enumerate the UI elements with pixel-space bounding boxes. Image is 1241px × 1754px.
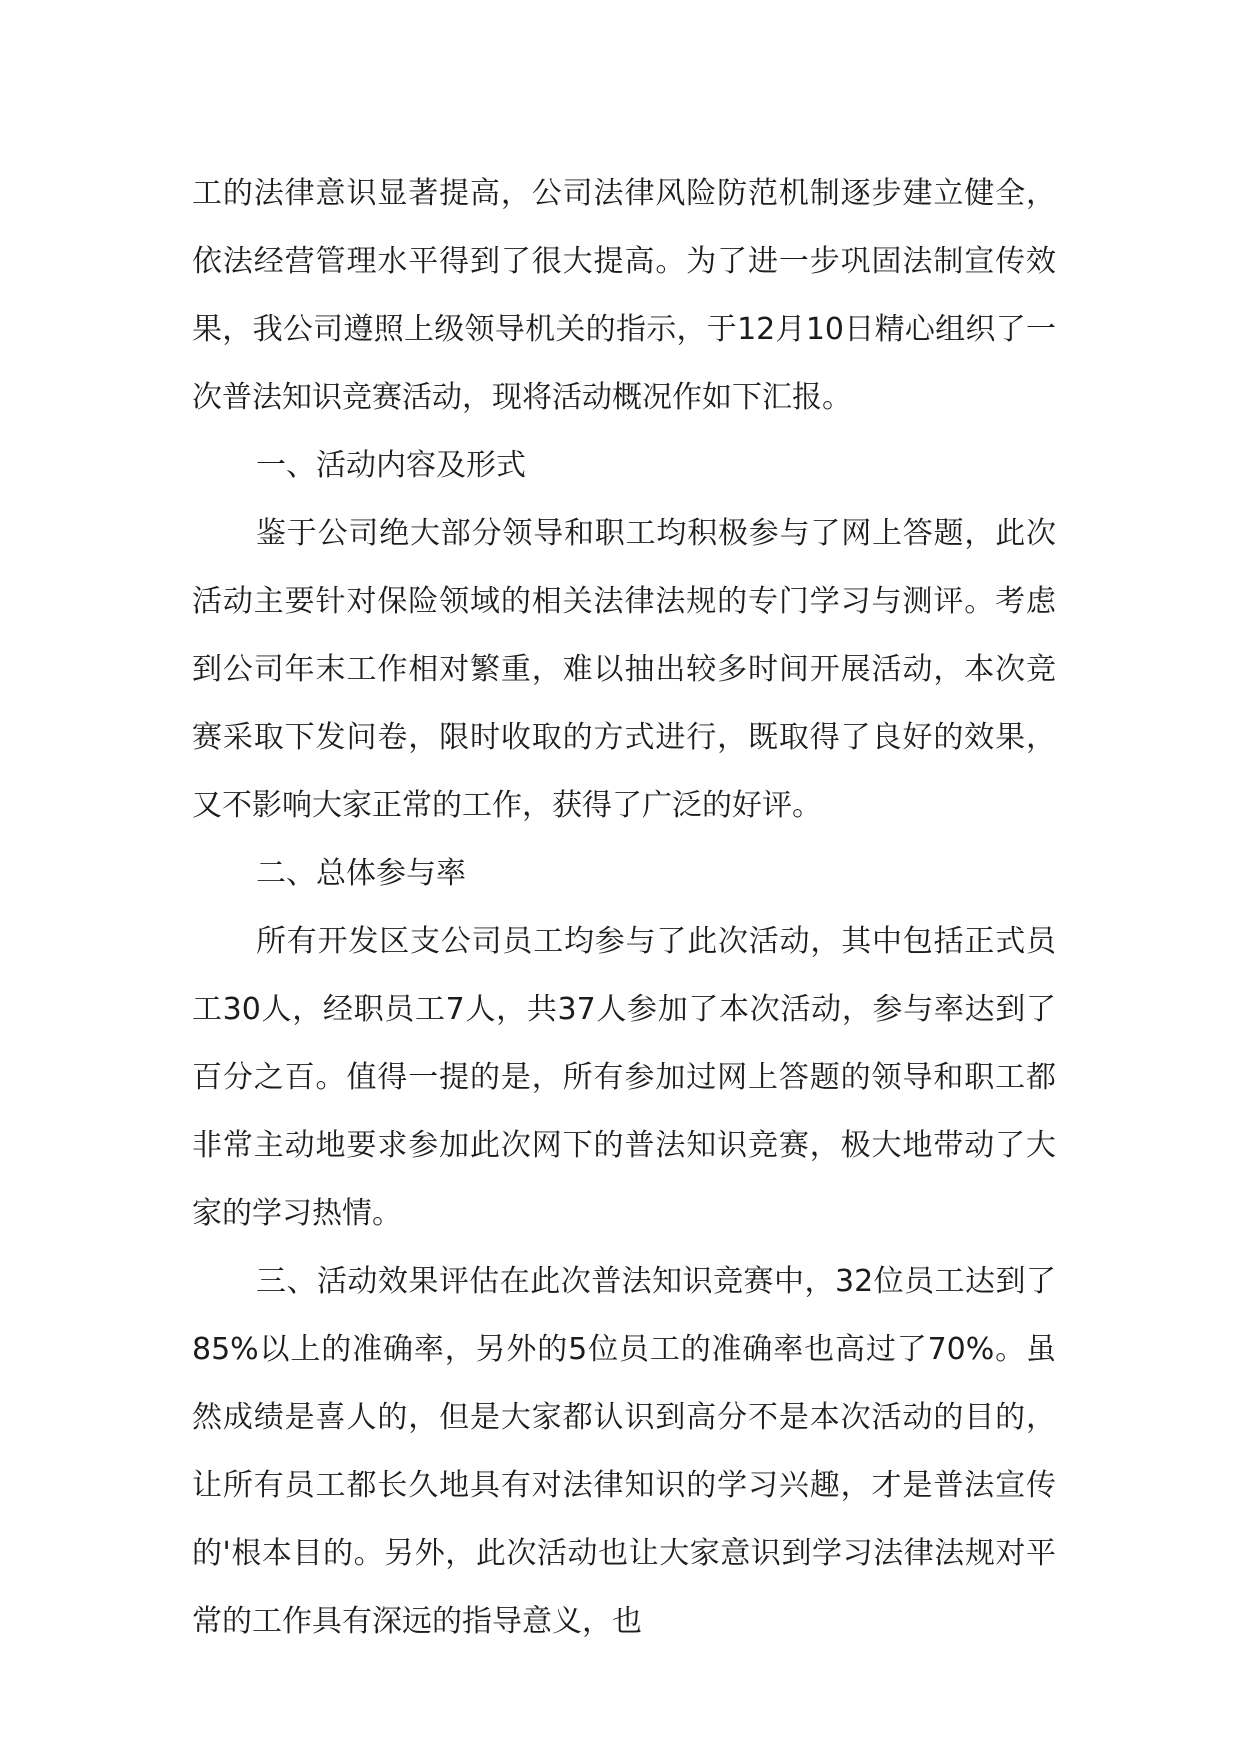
paragraph-effect-evaluation: 三、活动效果评估在此次普法知识竞赛中，32位员工达到了85%以上的准确率，另外的5位员工的准确率也高过了70%。虽然成绩是喜人的，但是大家都认识到高分不是本次活动的目的，让所有员工都长久地具有对法律知识的学习兴趣，才是普法宣传的'根本目的。另外，此次活动也让大家意识到学习法律法规对平常的工作具有深远的指导意义，也 [192,1264,1056,1639]
paragraph-activity-content: 鉴于公司绝大部分领导和职工均积极参与了网上答题，此次活动主要针对保险领域的相关法律法规的专门学习与测评。考虑到公司年末工作相对繁重，难以抽出较多时间开展活动，本次竞赛采取下发问卷，限时收取的方式进行，既取得了良好的效果，又不影响大家正常的工作，获得了广泛的好评。 [192,516,1056,823]
section-heading-activity-content: 一、活动内容及形式 [256,448,526,483]
document-body [192,160,1056,1656]
paragraph-intro-continuation: 工的法律意识显著提高，公司法律风险防范机制逐步建立健全，依法经营管理水平得到了很大提高。为了进一步巩固法制宣传效果，我公司遵照上级领导机关的指示，于12月10日精心组织了一次普法知识竞赛活动，现将活动概况作如下汇报。 [192,176,1056,415]
section-heading-participation-rate: 二、总体参与率 [256,856,466,891]
paragraph-participation-rate: 所有开发区支公司员工均参与了此次活动，其中包括正式员工30人，经职员工7人，共37人参加了本次活动，参与率达到了百分之百。值得一提的是，所有参加过网上答题的领导和职工都非常主动地要求参加此次网下的普法知识竞赛，极大地带动了大家的学习热情。 [192,924,1056,1231]
